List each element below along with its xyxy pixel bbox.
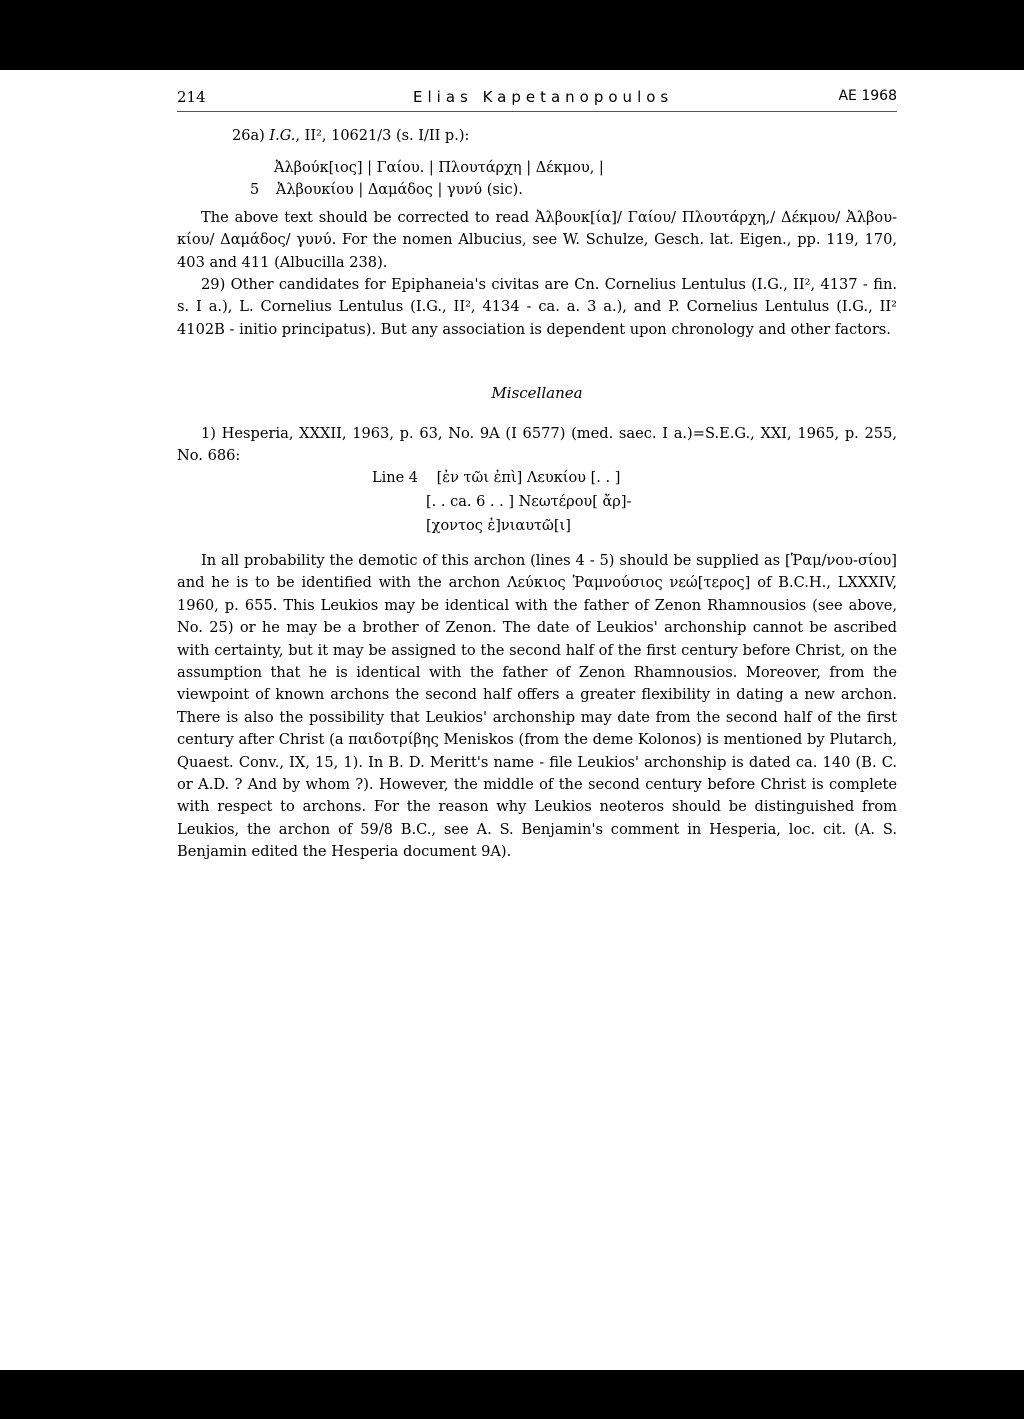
running-title: Elias Kapetanopoulos [413,88,674,106]
header-rule [177,111,897,112]
item-26a-paragraph: The above text should be corrected to read Ἀλβουκ[ία]/ Γαίου/ Πλουτάρχη,/ Δέκμου/ Ἀλβου-κίου/ Δαμάδος/ γυνύ. For the nomen Albucius, see W. Schulze, Gesch. lat. Eigen., pp. 119, 170, 403 and 411 (Albucilla 238). [177,209,897,271]
ref-detail: , II², 10621/3 (s. I/II p.): [295,128,470,144]
inscription-line-5: [. . ca. 6 . . ] Νεωτέρου[ ἄρ]- [426,494,632,510]
inscription-line-6: [χοντος ἐ]νιαυτῶ[ι] [426,518,571,534]
line-4-text: [ἐν τῶι ἐπὶ] Λευκίου [. . ] [436,470,621,486]
item-26a-ref [232,128,469,144]
inscription-line-4 [372,470,620,486]
greek-line-1: Ἀλβούκ[ιος] | Γαίου. | Πλουτάρχη | Δέκμου, | [274,160,604,176]
page-number: 214 [177,88,206,106]
misc-paragraph: In all probability the demotic of this archon (lines 4 - 5) should be supplied as [Ῥαμ/νου-σίου] and he is to be identified with the archon Λεύκιος Ῥαμνούσιος νεώ[τερος] of B.C.H., LXXXIV, 1960, p. 655. This Leukios may be identical with the father of Zenon Rhamnousios (see above, No. 25) or he may be a brother of Zenon. The date of Leukios' archonship cannot be ascribed with certainty, but it may be assigned to the second half of the first century before Christ, on the assumption that he is identical with the father of Zenon Rhamnousios. Moreover, from the viewpoint of known archons the second half offers a greater flexibility in dating a new archon. There is also the possibility that Leukios' archonship may date from the second half of the first century after Christ (a παιδοτρίβης Meniskos (from the deme Kolonos) is mentioned by Plutarch, Quaest. Conv., IX, 15, 1). In B. D. Meritt's name - file Leukios' archonship is dated ca. 140 (B. C. or A.D. ? And by whom ?). However, the middle of the second century before Christ is complete with respect to archons. For the reason why Leukios neoteros should be distinguished from Leukios, the archon of 59/8 B.C., see A. S. Benjamin's comment in Hesperia, loc. cit. (A. S. Benjamin edited the Hesperia document 9A). [177,552,897,861]
ref-ig: I.G. [269,128,296,144]
item-label: 26a) [232,128,265,144]
line-label: Line 4 [372,470,419,486]
item-29-paragraph: 29) Other candidates for Epiphaneia's civitas are Cn. Cornelius Lentulus (I.G., II², 4137 - fin. s. I a.), L. Cornelius Lentulus (I.G., II², 4134 - ca. a. 3 a.), and P. Cornelius Lentulus (I.G., II² 4102B - initio principatus). But any association is dependent upon chronology and other factors. [177,276,897,338]
miscellanea-heading: Miscellanea [491,384,583,402]
running-header [177,88,897,112]
greek-line-2-text: Ἀλβουκίου | Δαμάδος | γυνύ (sic). [275,182,523,198]
misc-item-1: 1) Hesperia, XXXII, 1963, p. 63, No. 9A (I 6577) (med. saec. I a.)=S.E.G., XXI, 1965, p. 255, No. 686: [177,425,897,465]
journal-ref: AE 1968 [838,88,897,104]
line-number: 5 [250,182,260,198]
greek-line-2 [250,182,523,198]
